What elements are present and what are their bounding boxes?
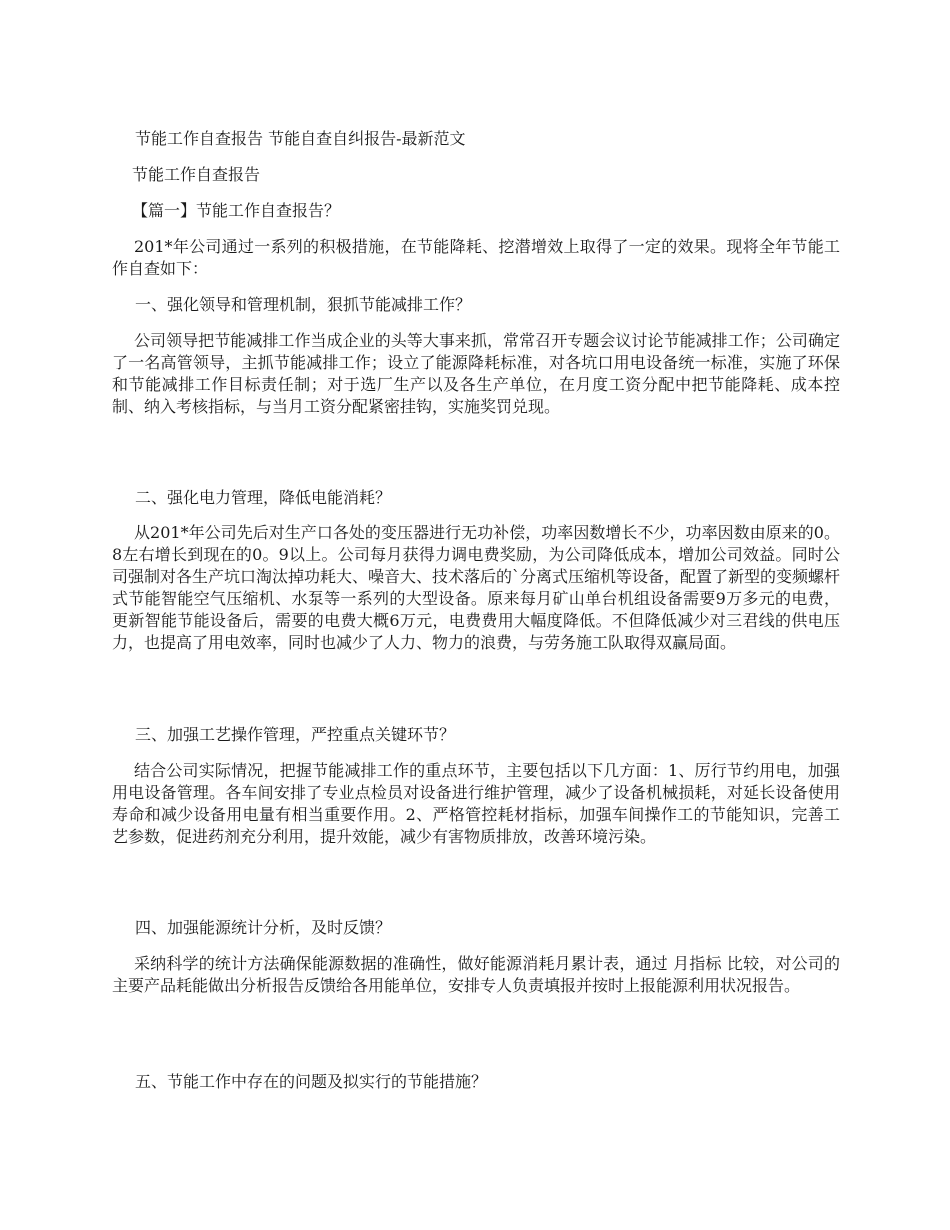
section-3-body: 结合公司实际情况，把握节能减排工作的重点环节，主要包括以下几方面：1、厉行节约用电，加强用电设备管理。各车间安排了专业点检员对设备进行维护管理，减少了设备机械损耗，对延长设备使用寿命和减少设备用电量有相当重要作用。2、严格管控耗材指标，加强车间操作工的节能知识，完善工艺参数，促进药剂充分利用，提升效能，减少有害物质排放，改善环境污染。	[112, 761, 840, 846]
section-5-heading: 五、节能工作中存在的问题及拟实行的节能措施？	[135, 1072, 488, 1091]
section-4-body: 采纳科学的统计方法确保能源数据的准确性，做好能源消耗月累计表，通过 月指标 比较，对公司的主要产品耗能做出分析报告反馈给各用能单位，安排专人负责填报并按时上报能源利用状况报告。	[112, 954, 840, 995]
part-label: 【篇一】节能工作自查报告？	[132, 201, 341, 220]
section-4-heading: 四、加强能源统计分析，及时反馈？	[135, 918, 392, 937]
document-title: 节能工作自查报告 节能自查自纠报告-最新范文	[135, 129, 466, 148]
document-subtitle: 节能工作自查报告	[132, 165, 261, 184]
section-1-heading: 一、强化领导和管理机制，狠抓节能减排工作？	[135, 295, 472, 314]
section-3-heading: 三、加强工艺操作管理，严控重点关键环节？	[135, 725, 456, 744]
section-2-body: 从201*年公司先后对生产口各处的变压器进行无功补偿，功率因数增长不少，功率因数由原来的0。8左右增长到现在的0。9以上。公司每月获得力调电费奖励，为公司降低成本，增加公司效益。同时公司强制对各生产坑口淘汰掉功耗大、噪音大、技术落后的`分离式压缩机等设备，配置了新型的变频螺杆式节能智能空气压缩机、水泵等一系列的大型设备。原来每月矿山单台机组设备需要9万多元的电费，更新智能节能设备后，需要的电费大概6万元，电费费用大幅度降低。不但降低减少对三君线的供电压力，也提高了用电效率，同时也减少了人力、物力的浪费，与劳务施工队取得双赢局面。	[112, 523, 841, 652]
section-2-heading: 二、强化电力管理，降低电能消耗？	[135, 488, 392, 507]
section-1-body: 公司领导把节能减排工作当成企业的头等大事来抓，常常召开专题会议讨论节能减排工作；公司确定了一名高管领导，主抓节能减排工作；设立了能源降耗标准，对各坑口用电设备统一标准，实施了环保和节能减排工作目标责任制；对于选厂生产以及各生产单位，在月度工资分配中把节能降耗、成本控制、纳入考核指标，与当月工资分配紧密挂钩，实施奖罚兑现。	[112, 331, 840, 416]
intro-paragraph: 201*年公司通过一系列的积极措施，在节能降耗、挖潜增效上取得了一定的效果。现将全年节能工作自查如下：	[112, 237, 840, 278]
